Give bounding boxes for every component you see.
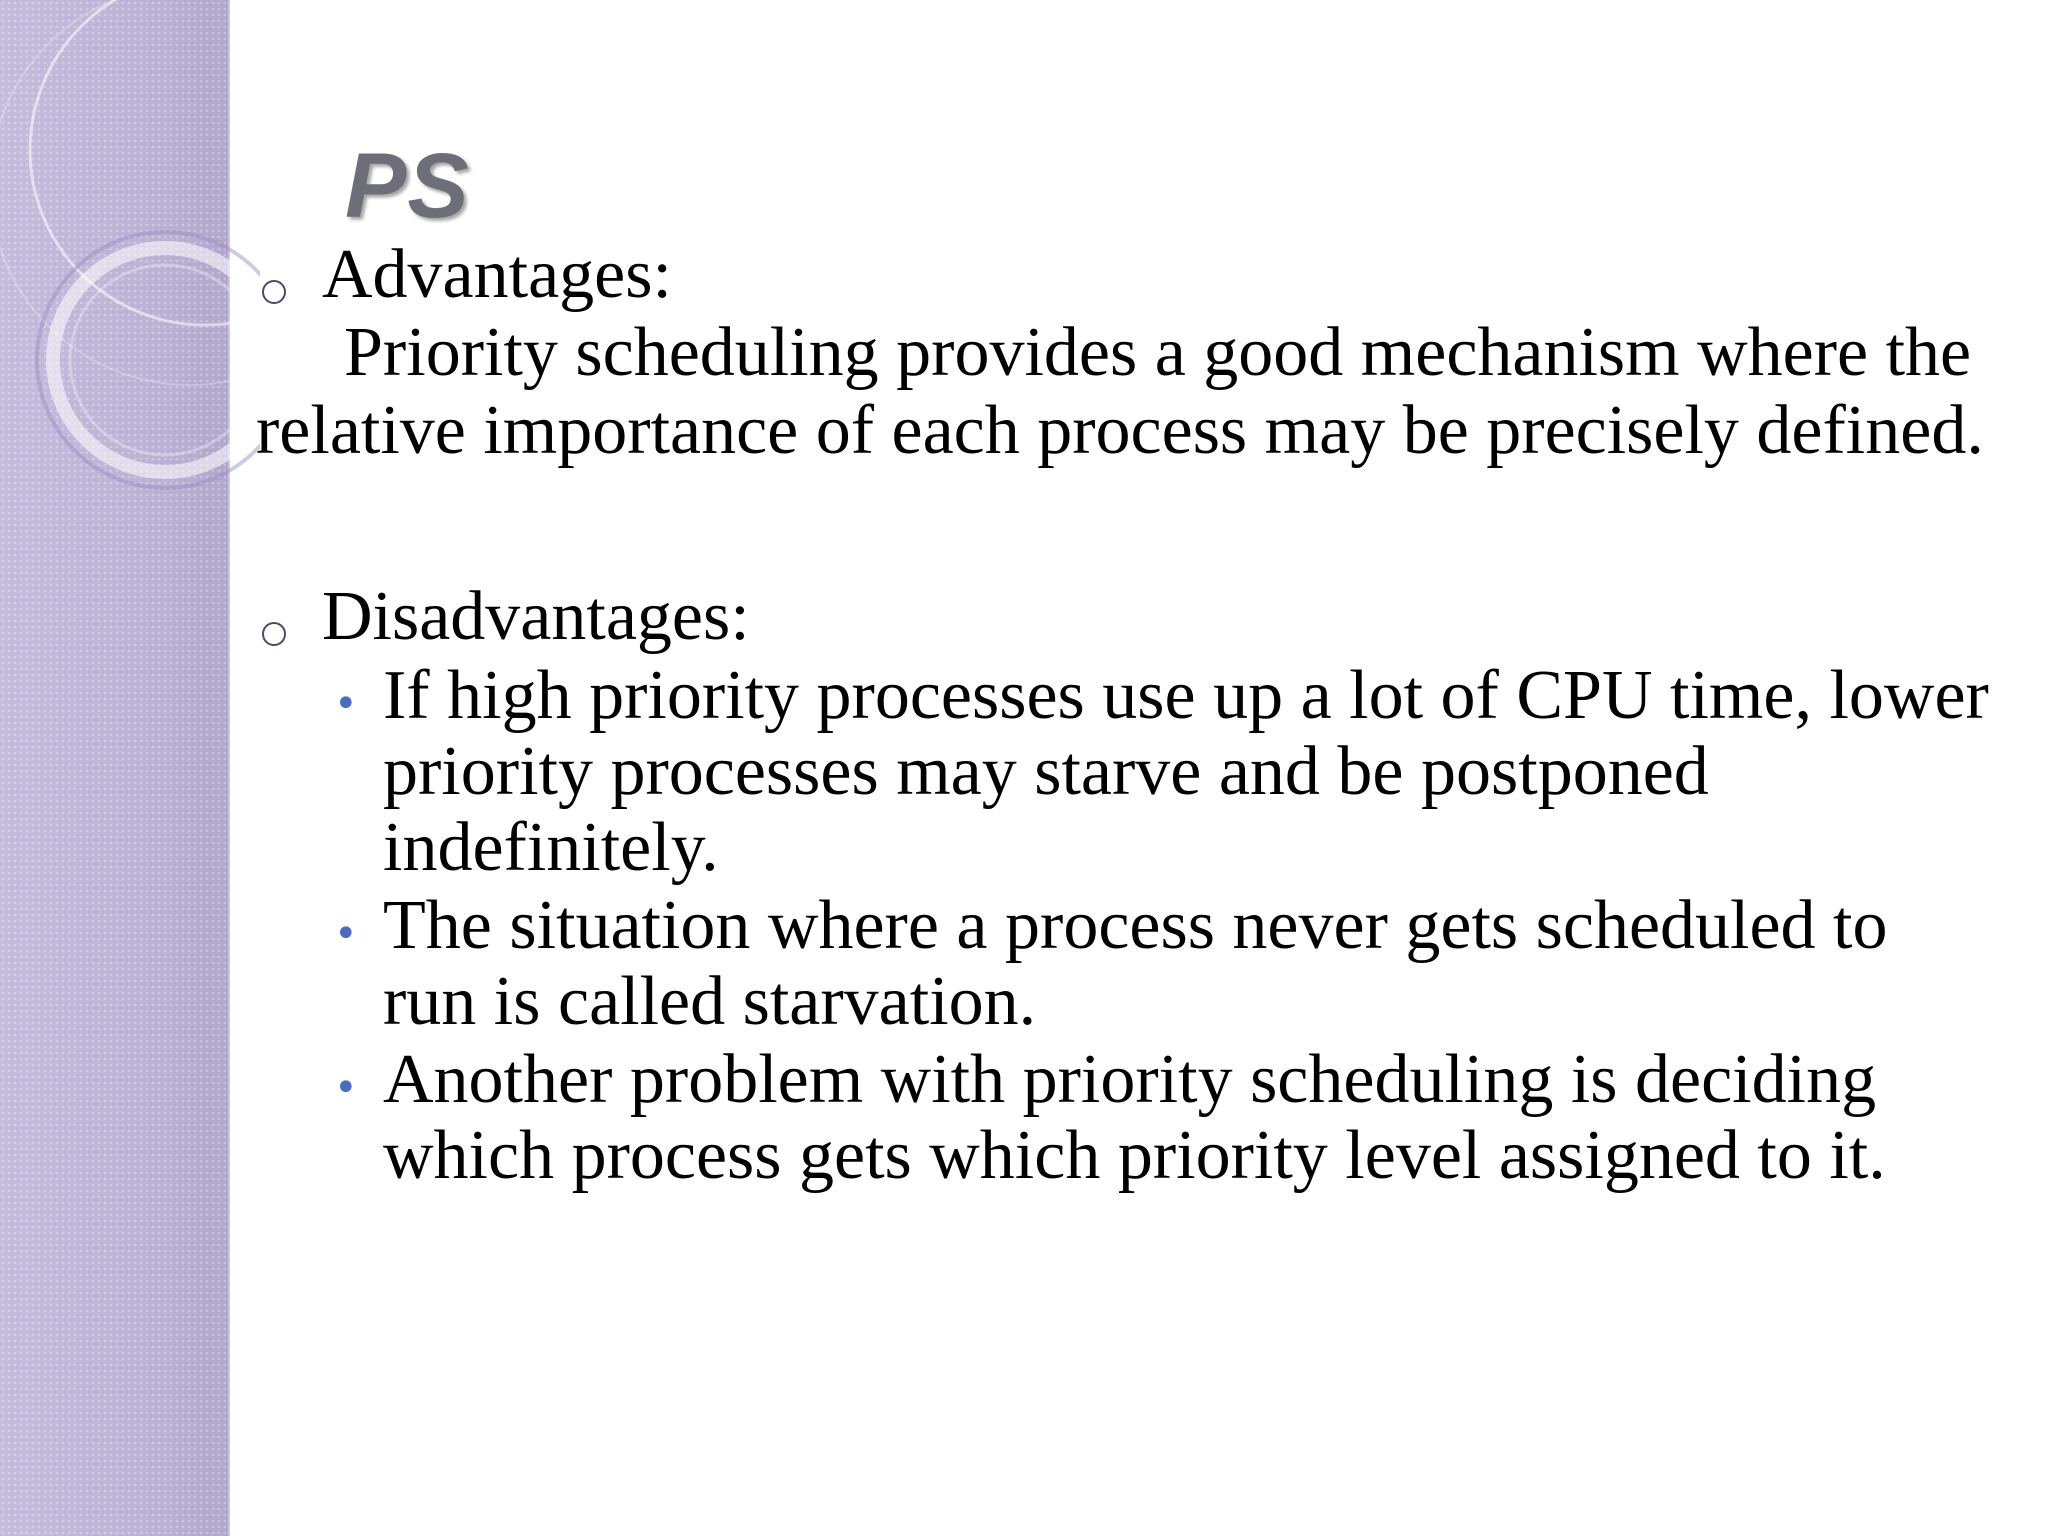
- slide-body: [256, 236, 1996, 1194]
- advantages-heading-text: Advantages:: [322, 236, 672, 313]
- dot-bullet-icon: •: [334, 1065, 358, 1111]
- list-item-text: Another problem with priority scheduling is deciding which process gets which priority level assigned to it.: [383, 1041, 1886, 1194]
- spacer: [256, 470, 1996, 578]
- list-item-text: If high priority processes use up a lot of CPU time, lower priority processes may starve and be postponed indefinitely.: [383, 657, 1989, 886]
- list-item: [256, 888, 1996, 1040]
- decorative-rings-icon: [0, 0, 260, 520]
- advantages-heading: [256, 236, 1996, 314]
- disadvantages-heading: [256, 578, 1996, 656]
- advantages-text: Priority scheduling provides a good mechanism where the relative importance of each process may be precisely defined.: [256, 314, 1984, 469]
- dot-bullet-icon: •: [334, 681, 358, 727]
- dot-bullet-icon: •: [334, 911, 358, 957]
- list-item-text: The situation where a process never gets scheduled to run is called starvation.: [383, 887, 1888, 1040]
- hollow-circle-icon: [262, 280, 286, 304]
- hollow-circle-icon: [262, 622, 286, 646]
- slide-title: PS: [345, 135, 470, 237]
- list-item: [256, 1042, 1996, 1194]
- disadvantages-heading-text: Disadvantages:: [322, 578, 750, 655]
- list-item: [256, 658, 1996, 886]
